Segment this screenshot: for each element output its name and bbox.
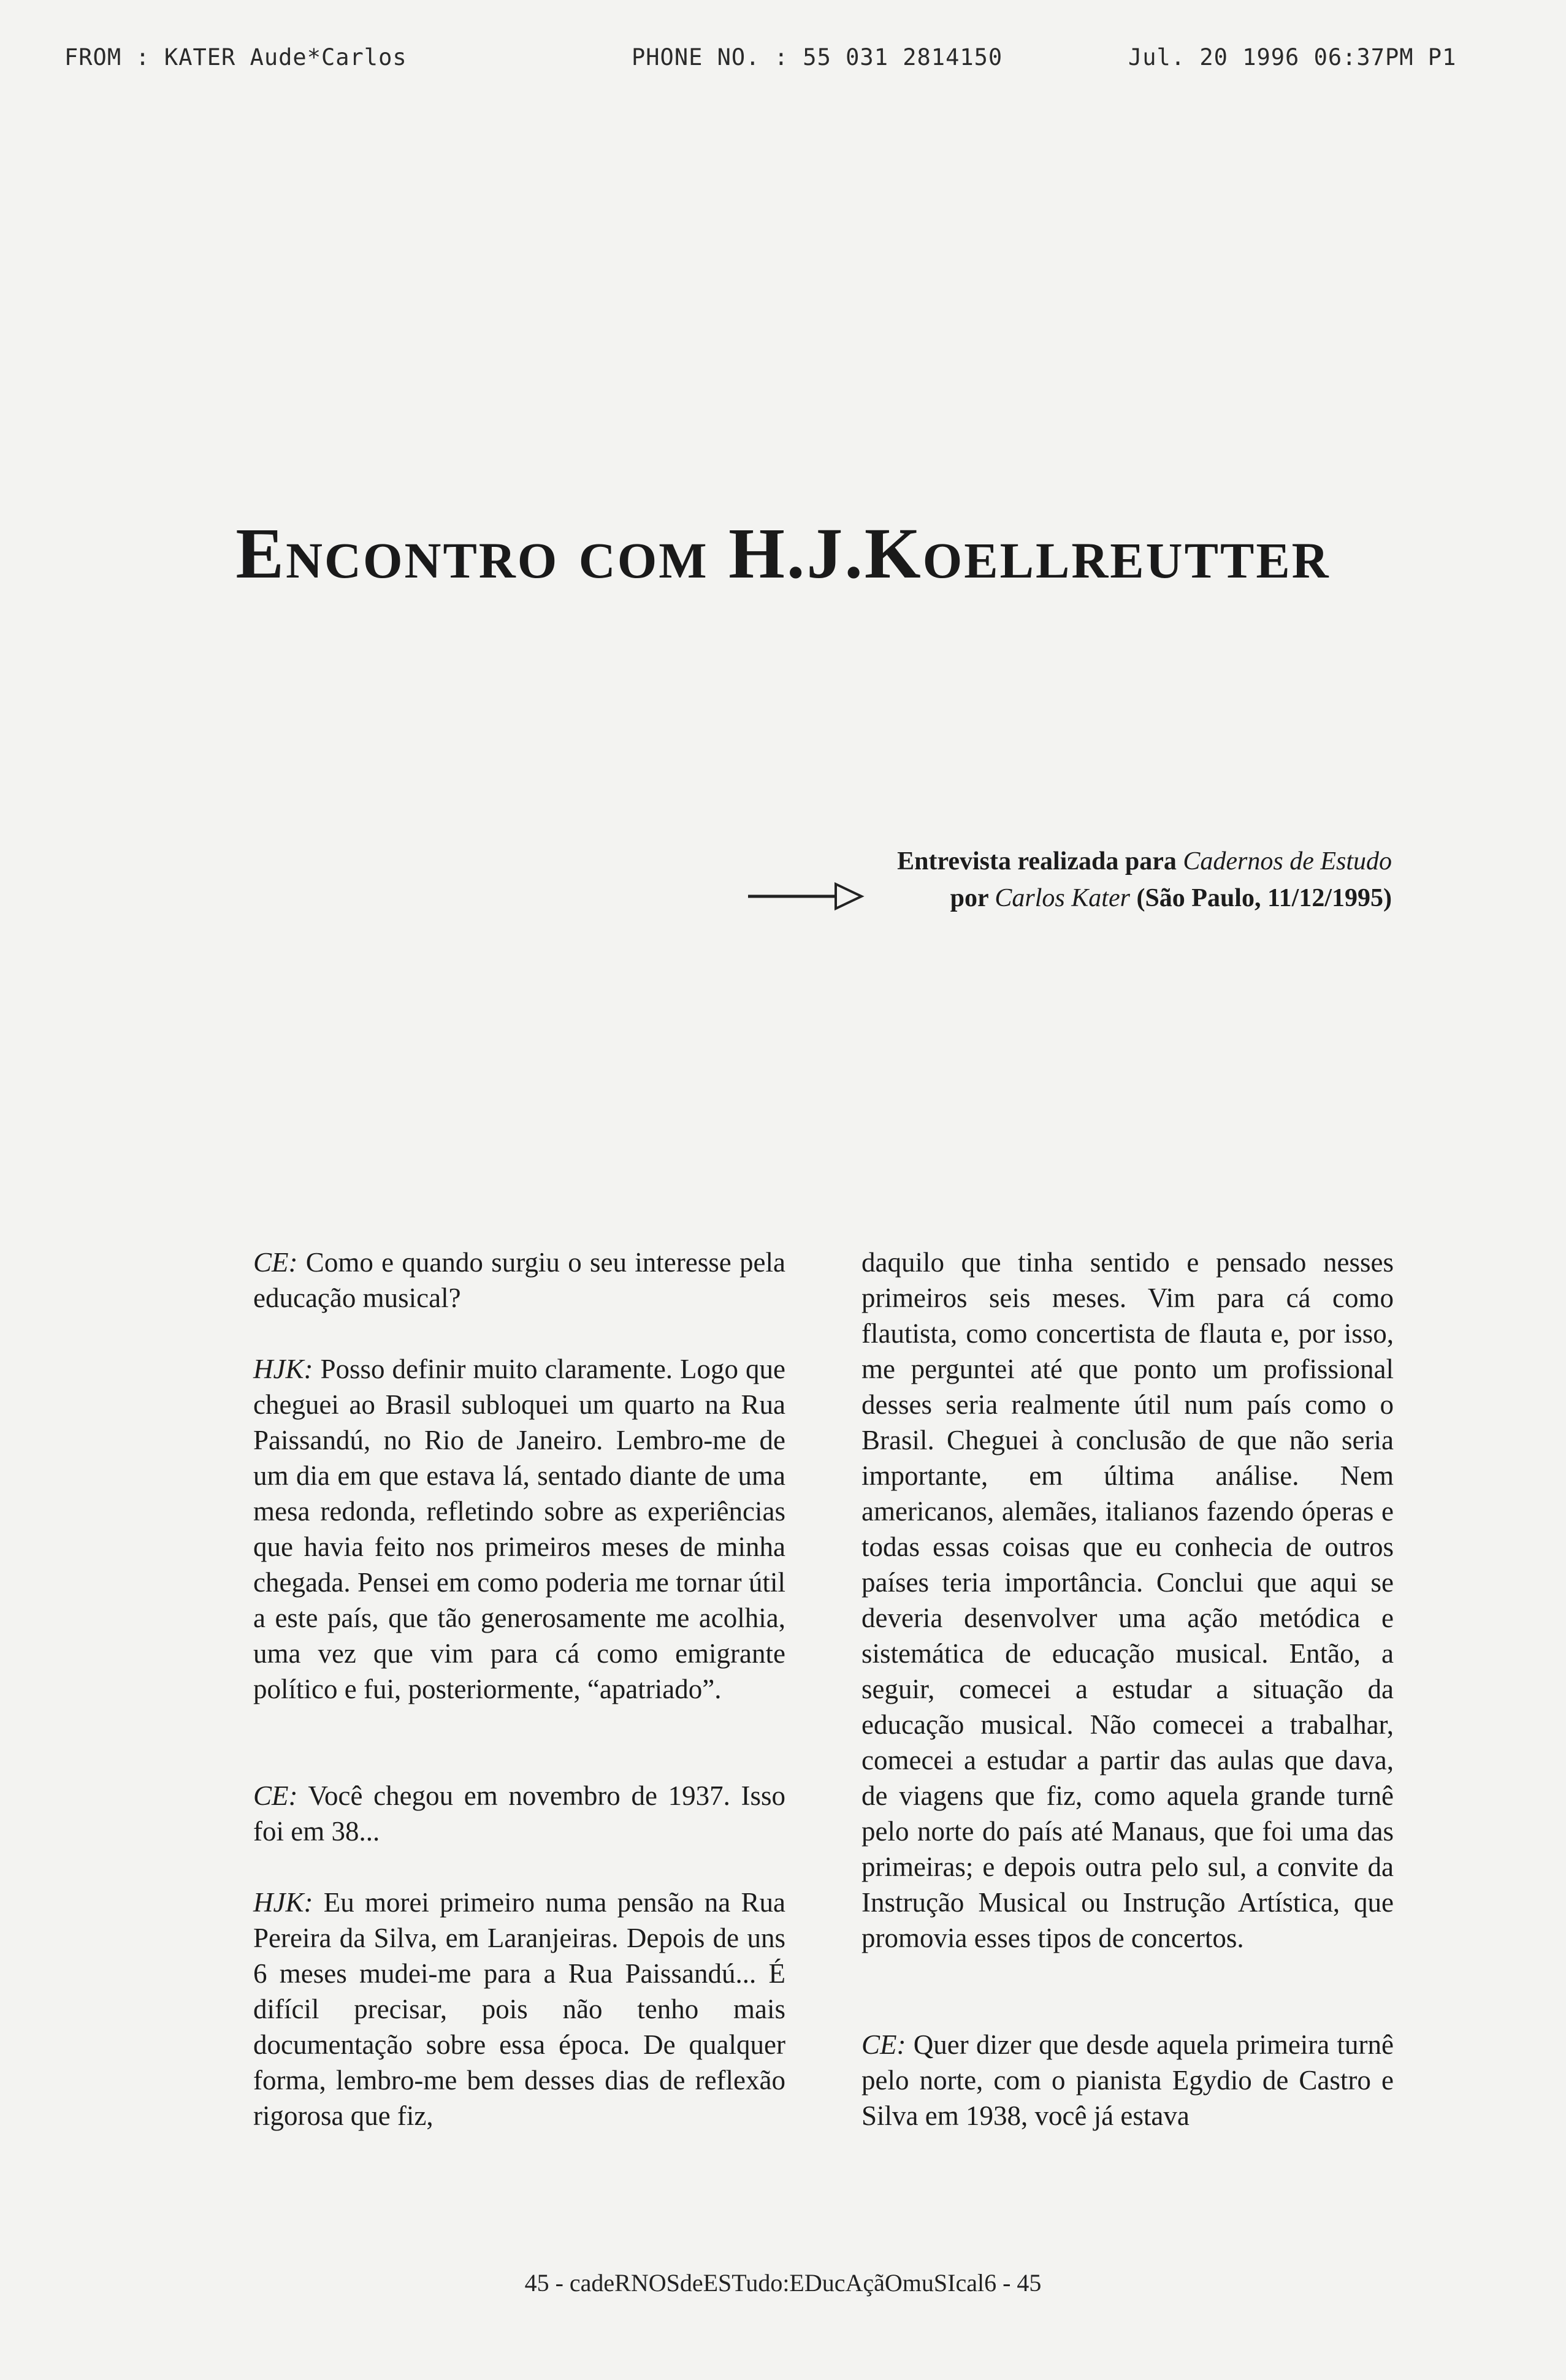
fax-from: FROM : KATER Aude*Carlos <box>64 44 407 71</box>
right-column <box>861 1245 1394 2134</box>
intro-suffix: (São Paulo, 11/12/1995) <box>1129 884 1392 912</box>
paragraph-text: Quer dizer que desde aquela primeira turnê pelo norte, com o pianista Egydio de Castro e Silva em 1938, você já estava <box>861 2029 1394 2131</box>
page-title: Encontro com H.J.Koellreutter <box>235 513 1331 593</box>
page-footer: 45 - cadeRNOSdeESTudo:EDucAçãOmuSIcal6 - 45 <box>524 2269 1042 2297</box>
paragraph <box>253 1885 785 2134</box>
paragraph-text: Você chegou em novembro de 1937. Isso foi em 38... <box>253 1780 785 1847</box>
intro-prefix-2: por <box>950 884 995 912</box>
paragraph-text: Eu morei primeiro numa pensão na Rua Pereira da Silva, em Laranjeiras. Depois de uns 6 meses mudei-me para a Rua Paissandú... É difícil precisar, pois não tenho mais documentação sobre essa época. De qualquer forma, lembro-me bem desses dias de reflexão rigorosa que fiz, <box>253 1887 785 2131</box>
intro-publication: Cadernos de Estudo <box>1183 847 1392 875</box>
interview-intro <box>797 843 1392 917</box>
paragraph <box>253 1778 785 1849</box>
speaker-label: CE: <box>253 1780 298 1811</box>
paragraph <box>861 1245 1394 1956</box>
left-column <box>253 1245 785 2134</box>
paragraph <box>861 2027 1394 2134</box>
paragraph <box>253 1245 785 1316</box>
fax-date: Jul. 20 1996 06:37PM P1 <box>1128 44 1457 71</box>
intro-prefix-1: Entrevista realizada para <box>897 847 1183 875</box>
paragraph-text: Posso definir muito claramente. Logo que cheguei ao Brasil subloquei um quarto na Rua Paissandú, no Rio de Janeiro. Lembro-me de um dia em que estava lá, sentado diante de uma mesa redonda, refletindo sobre as experiências que havia feito nos primeiros meses de minha chegada. Pensei em como poderia me tornar útil a este país, que tão generosamente me acolhia, uma vez que vim para cá como emigrante político e fui, posteriormente, “apatriado”. <box>253 1354 785 1704</box>
speaker-label: CE: <box>253 1247 298 1278</box>
paragraph-text: daquilo que tinha sentido e pensado nesses primeiros seis meses. Vim para cá como flautista, como concertista de flauta e, por isso, me perguntei até que ponto um profissional desses seria realmente útil num país como o Brasil. Cheguei à conclusão de que não seria importante, em última análise. Nem americanos, alemães, italianos fazendo óperas e todas essas coisas que eu conhecia de outros países teria importância. Conclui que aqui se deveria desenvolver uma ação metódica e sistemática de educação musical. Então, a seguir, comecei a estudar a situação da educação musical. Não comecei a trabalhar, comecei a estudar a partir das aulas que dava, de viagens que fiz, como aquela grande turnê pelo norte do país até Manaus, que foi uma das primeiras; e depois outra pelo sul, a convite da Instrução Musical ou Instrução Artística, que promovia esses tipos de concertos. <box>861 1247 1394 1953</box>
speaker-label: HJK: <box>253 1354 313 1384</box>
fax-header <box>64 44 1499 81</box>
paragraph-text: Como e quando surgiu o seu interesse pela educação musical? <box>253 1247 785 1313</box>
fax-phone: PHONE NO. : 55 031 2814150 <box>632 44 1003 71</box>
paragraph <box>253 1351 785 1707</box>
intro-line-2 <box>797 880 1392 917</box>
speaker-label: CE: <box>861 2029 906 2060</box>
intro-line-1 <box>797 843 1392 880</box>
speaker-label: HJK: <box>253 1887 313 1918</box>
intro-author: Carlos Kater <box>995 884 1130 912</box>
